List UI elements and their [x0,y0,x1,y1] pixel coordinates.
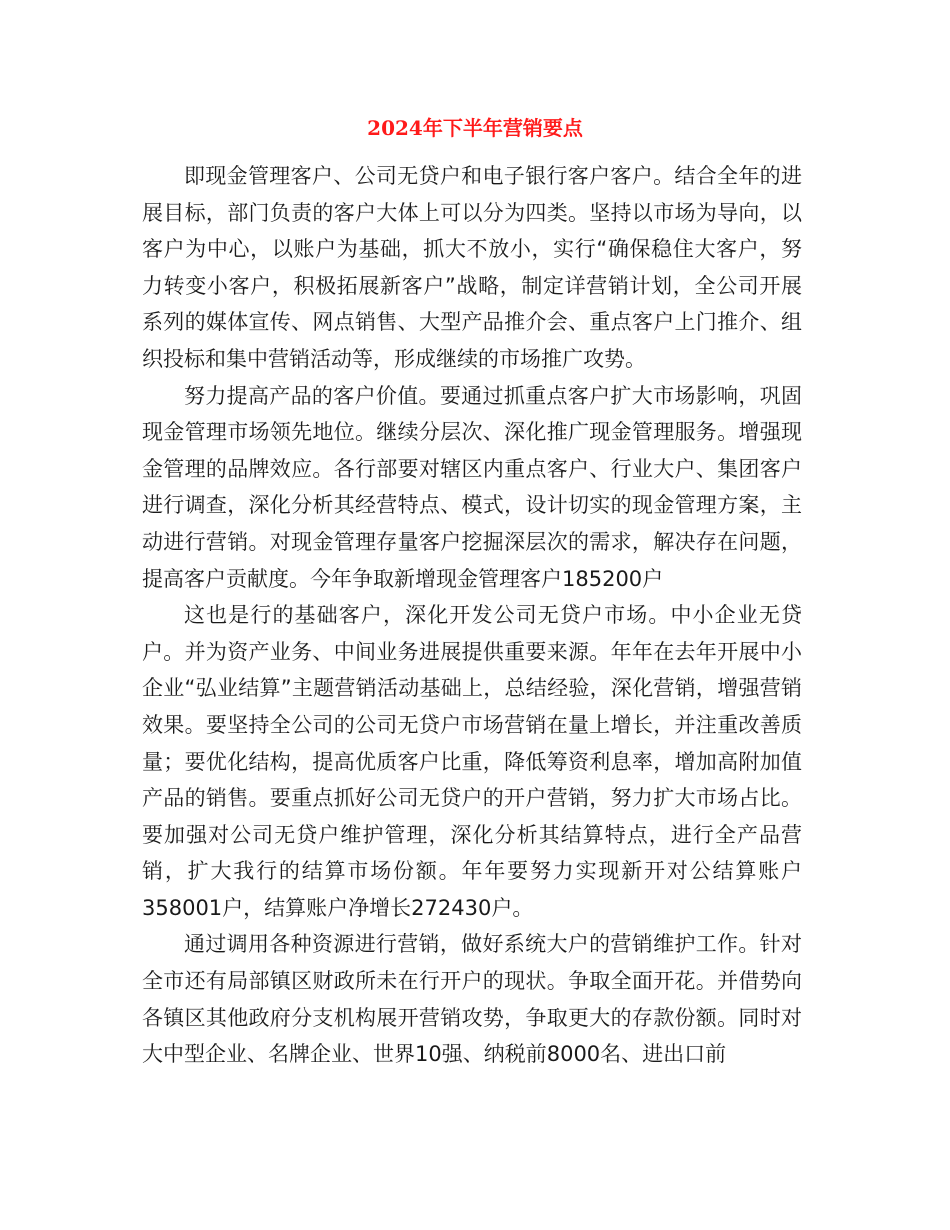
document-body [142,158,802,1073]
document-title: 2024年下半年营销要点 [367,116,583,140]
paragraph-2: 努力提高产品的客户价值。要通过抓重点客户扩大市场影响，巩固现金管理市场领先地位。继续分层次、深化推广现金管理服务。增强现金管理的品牌效应。各行部要对辖区内重点客户、行业大户、集团客户进行调查，深化分析其经营特点、模式，设计切实的现金管理方案，主动进行营销。对现金管理存量客户挖掘深层次的需求，解决存在问题，提高客户贡献度。今年争取新增现金管理客户185200户 [142,383,802,591]
paragraph-1: 即现金管理客户、公司无贷户和电子银行客户客户。结合全年的进展目标，部门负责的客户大体上可以分为四类。坚持以市场为导向，以客户为中心，以账户为基础，抓大不放小，实行“确保稳住大客户，努力转变小客户，积极拓展新客户”战略，制定详营销计划，全公司开展系列的媒体宣传、网点销售、大型产品推介会、重点客户上门推介、组织投标和集中营销活动等，形成继续的市场推广攻势。 [142,164,802,371]
paragraph-4: 通过调用各种资源进行营销，做好系统大户的营销维护工作。针对全市还有局部镇区财政所未在行开户的现状。争取全面开花。并借势向各镇区其他政府分支机构展开营销攻势，争取更大的存款份额。同时对大中型企业、名牌企业、世界10强、纳税前8000名、进出口前 [142,932,802,1067]
paragraph-3: 这也是行的基础客户，深化开发公司无贷户市场。中小企业无贷户。并为资产业务、中间业务进展提供重要来源。年年在去年开展中小企业“弘业结算”主题营销活动基础上，总结经验，深化营销，增强营销效果。要坚持全公司的公司无贷户市场营销在量上增长，并注重改善质量；要优化结构，提高优质客户比重，降低筹资利息率，增加高附加值产品的销售。要重点抓好公司无贷户的开户营销，努力扩大市场占比。要加强对公司无贷户维护管理，深化分析其结算特点，进行全产品营销，扩大我行的结算市场份额。年年要努力实现新开对公结算账户358001户，结算账户净增长272430户。 [142,603,802,920]
